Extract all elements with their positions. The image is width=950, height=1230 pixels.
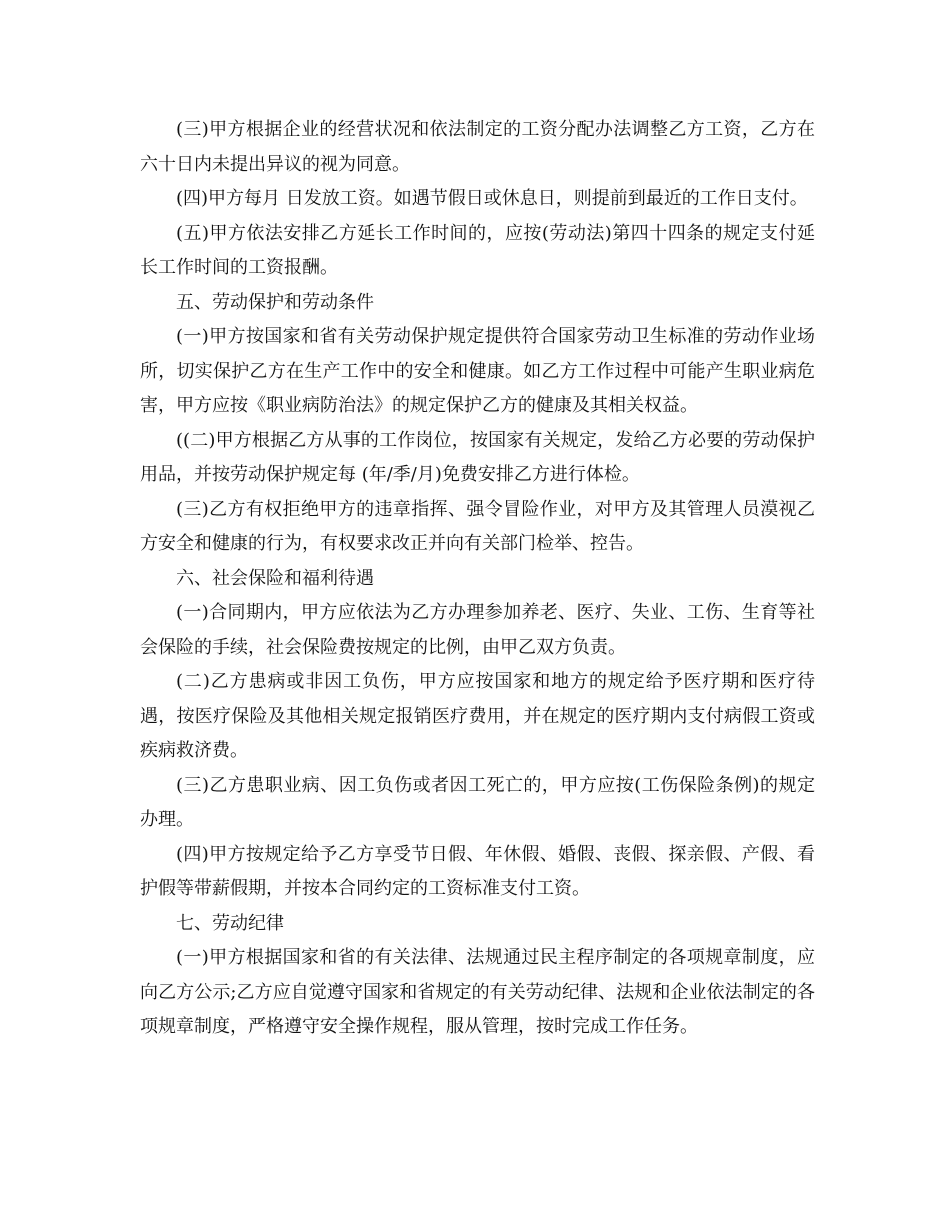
clause-sick-leave: (二)乙方患病或非因工负伤，甲方应按国家和地方的规定给予医疗期和医疗待遇，按医疗保险及其他相关规定报销医疗费用，并在规定的医疗期内支付病假工资或疾病救济费。 — [140, 671, 815, 761]
section-heading-labor-protection: 五、劳动保护和劳动条件 — [176, 291, 374, 313]
document-body — [140, 113, 815, 1045]
section-heading-labor-discipline: 七、劳动纪律 — [176, 912, 284, 934]
clause-occupational-injury: (三)乙方患职业病、因工负伤或者因工死亡的，甲方应按(工伤保险条例)的规定办理。 — [140, 774, 815, 830]
clause-rules-and-regulations: (一)甲方根据国家和省的有关法律、法规通过民主程序制定的各项规章制度，应向乙方公示;乙方应自觉遵守国家和省规定的有关劳动纪律、法规和企业依法制定的各项规章制度，严格遵守安全操作规程，服从管理，按时完成工作任务。 — [140, 947, 815, 1037]
section-heading-social-insurance: 六、社会保险和福利待遇 — [176, 567, 374, 589]
clause-wage-adjustment: (三)甲方根据企业的经营状况和依法制定的工资分配办法调整乙方工资，乙方在六十日内未提出异议的视为同意。 — [140, 119, 815, 175]
clause-overtime-pay: (五)甲方依法安排乙方延长工作时间的，应按(劳动法)第四十四条的规定支付延长工作时间的工资报酬。 — [140, 222, 815, 278]
clause-social-insurance: (一)合同期内，甲方应依法为乙方办理参加养老、医疗、失业、工伤、生育等社会保险的手续，社会保险费按规定的比例，由甲乙双方负责。 — [140, 602, 815, 658]
clause-protective-equipment: ((二)甲方根据乙方从事的工作岗位，按国家有关规定，发给乙方必要的劳动保护用品，并按劳动保护规定每 (年/季/月)免费安排乙方进行体检。 — [140, 429, 815, 485]
clause-refuse-unsafe-orders: (三)乙方有权拒绝甲方的违章指挥、强令冒险作业，对甲方及其管理人员漠视乙方安全和健康的行为，有权要求改正并向有关部门检举、控告。 — [140, 498, 815, 554]
clause-paid-leave: (四)甲方按规定给予乙方享受节日假、年休假、婚假、丧假、探亲假、产假、看护假等带薪假期，并按本合同约定的工资标准支付工资。 — [140, 843, 815, 899]
clause-wage-payday: (四)甲方每月 日发放工资。如遇节假日或休息日，则提前到最近的工作日支付。 — [176, 188, 808, 209]
clause-workplace-safety: (一)甲方按国家和省有关劳动保护规定提供符合国家劳动卫生标准的劳动作业场所，切实保护乙方在生产工作中的安全和健康。如乙方工作过程中可能产生职业病危害，甲方应按《职业病防治法》的规定保护乙方的健康及其相关权益。 — [140, 326, 815, 416]
